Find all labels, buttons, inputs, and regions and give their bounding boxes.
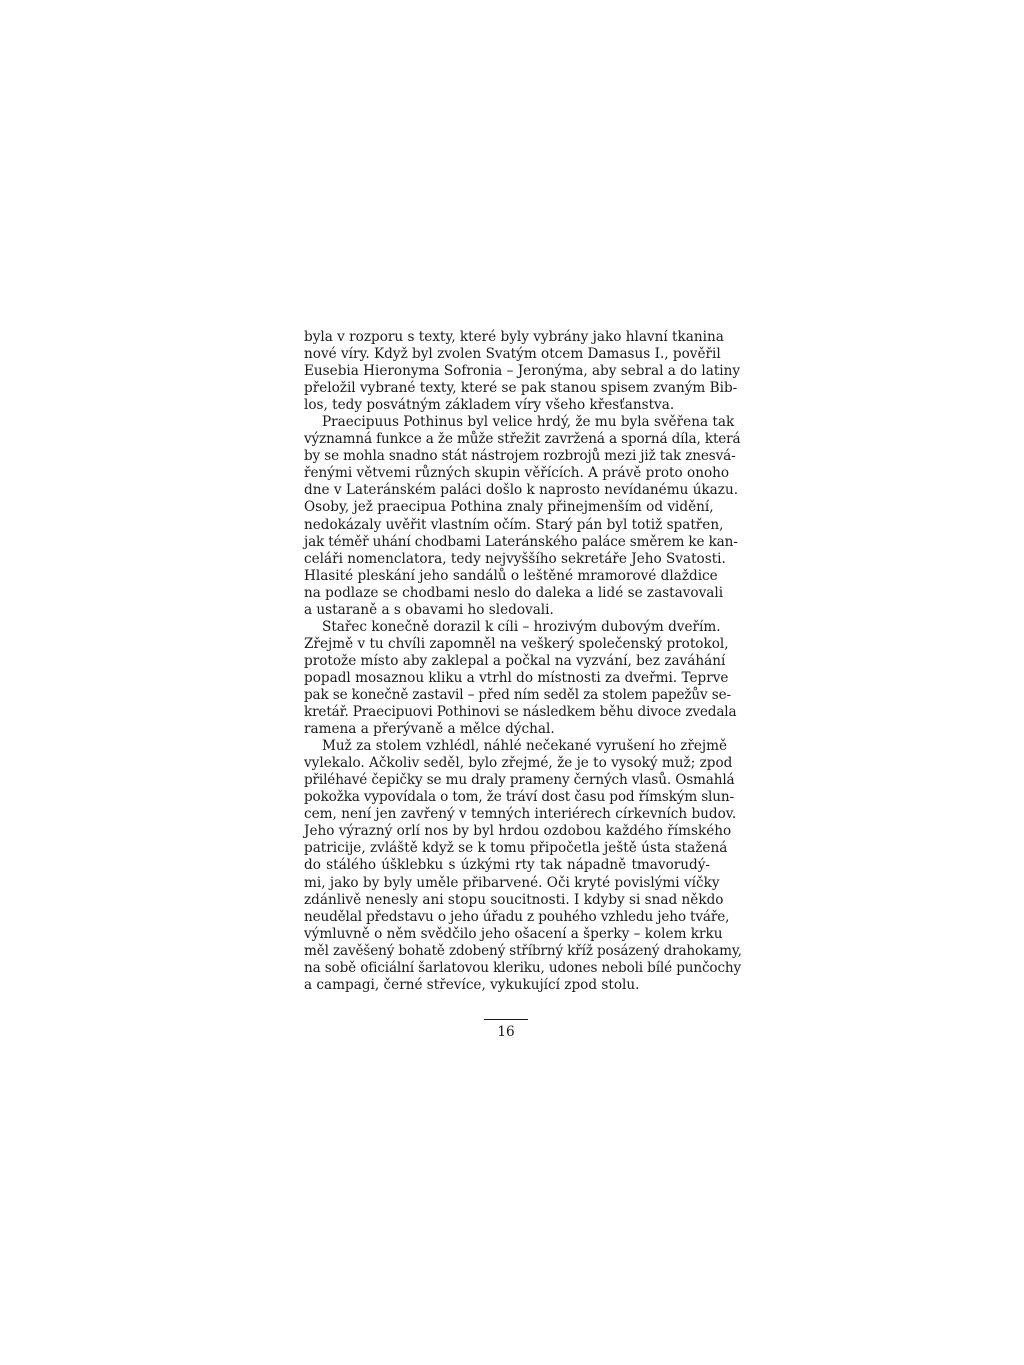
paragraph-3 xyxy=(304,618,737,738)
text-line: výmluvně o něm svědčilo jeho ošacení a šperky – kolem krku xyxy=(304,925,723,942)
text-line: Zřejmě v tu chvíli zapomněl na veškerý společenský protokol, xyxy=(304,635,729,652)
text-line: Stařec konečně dorazil k cíli – hrozivým dubovým dveřím. xyxy=(322,618,721,635)
paragraph-2 xyxy=(304,414,741,619)
text-line: nové víry. Když byl zvolen Svatým otcem Damasus I., pověřil xyxy=(304,346,721,363)
paragraph-1 xyxy=(304,329,741,414)
page-number: 16 xyxy=(497,1024,515,1040)
text-line: přeložil vybrané texty, které se pak stanou spisem zvaným Bib- xyxy=(304,380,738,397)
text-line: měl zavěšený bohatě zdobený stříbrný kříž posázený drahokamy, xyxy=(304,942,742,959)
text-line: Muž za stolem vzhlédl, náhlé nečekané vyrušení ho zřejmě xyxy=(322,738,728,755)
text-line: Eusebia Hieronyma Sofronia – Jeronýma, aby sebral a do latiny xyxy=(304,363,741,380)
text-line: patricije, zvláště když se k tomu připočetla ještě ústa stažená xyxy=(304,840,728,857)
text-line: a ustaraně a s obavami ho sledovali. xyxy=(304,601,554,618)
text-line: los, tedy posvátným základem víry všeho křesťanstva. xyxy=(304,397,675,414)
text-line: pak se konečně zastavil – před ním seděl za stolem papežův se- xyxy=(304,686,731,703)
text-line: přiléhavé čepičky se mu draly prameny černých vlasů. Osmahlá xyxy=(304,772,735,789)
text-line: Praecipuus Pothinus byl velice hrdý, že mu byla svěřena tak xyxy=(322,414,735,431)
text-line: cem, není jen zavřený v temných interiérech církevních budov. xyxy=(304,806,737,823)
text-line: nedokázaly uvěřit vlastním očím. Starý pán byl totiž spatřen, xyxy=(304,516,724,533)
footer-rule xyxy=(484,1019,528,1020)
text-line: a campagi, černé střevíce, vykukující zpod stolu. xyxy=(304,976,640,993)
text-line: neudělal představu o jeho úřadu z pouhého vzhledu jeho tváře, xyxy=(304,908,730,925)
text-line: Hlasité pleskání jeho sandálů o leštěné mramorové dlaždice xyxy=(304,567,718,584)
text-line: Osoby, jež praecipua Pothina znaly přinejmenším od vidění, xyxy=(304,499,714,516)
text-line: protože místo aby zaklepal a počkal na vyzvání, bez zaváhání xyxy=(304,652,726,669)
body-text xyxy=(304,329,742,994)
text-line: Jeho výrazný orlí nos by byl hrdou ozdobou každého římského xyxy=(304,823,732,840)
text-line: řenými větvemi různých skupin věřících. A právě proto onoho xyxy=(304,465,730,482)
text-line: významná funkce a že může střežit zavržená a sporná díla, která xyxy=(304,431,741,448)
text-line: byla v rozporu s texty, které byly vybrány jako hlavní tkanina xyxy=(304,329,724,345)
text-line: dne v Lateránském paláci došlo k naprosto nevídanému úkazu. xyxy=(304,482,739,499)
text-line: na podlaze se chodbami neslo do daleka a lidé se zastavovali xyxy=(304,584,724,601)
paragraph-4 xyxy=(304,738,742,994)
text-line: by se mohla snadno stát nástrojem rozbrojů mezi již tak znesvá- xyxy=(304,448,736,465)
text-line: pokožka vypovídala o tom, že tráví dost času pod římským slun- xyxy=(304,789,734,806)
text-line: vylekalo. Ačkoliv seděl, bylo zřejmé, že je to vysoký muž; zpod xyxy=(304,755,733,772)
text-line: ramena a přerývaně a mělce dýchal. xyxy=(304,721,555,738)
text-line: jak téměř uhání chodbami Lateránského paláce směrem ke kan- xyxy=(304,533,738,550)
text-line: do stálého úšklebku s úzkými rty tak nápadně tmavorudý- xyxy=(304,857,710,874)
text-line: kretář. Praecipuovi Pothinovi se následkem běhu divoce zvedala xyxy=(304,704,737,721)
text-line: celáři nomenclatora, tedy nejvyššího sekretáře Jeho Svatosti. xyxy=(304,550,726,567)
text-line: popadl mosaznou kliku a vtrhl do místnosti za dveřmi. Teprve xyxy=(304,669,729,686)
text-line: zdánlivě nenesly ani stopu soucitnosti. I kdyby si snad někdo xyxy=(304,891,724,908)
text-line: mi, jako by byly uměle přibarvené. Oči kryté povislými víčky xyxy=(304,874,720,891)
text-line: na sobě oficiální šarlatovou kleriku, udones neboli bílé punčochy xyxy=(304,959,742,976)
